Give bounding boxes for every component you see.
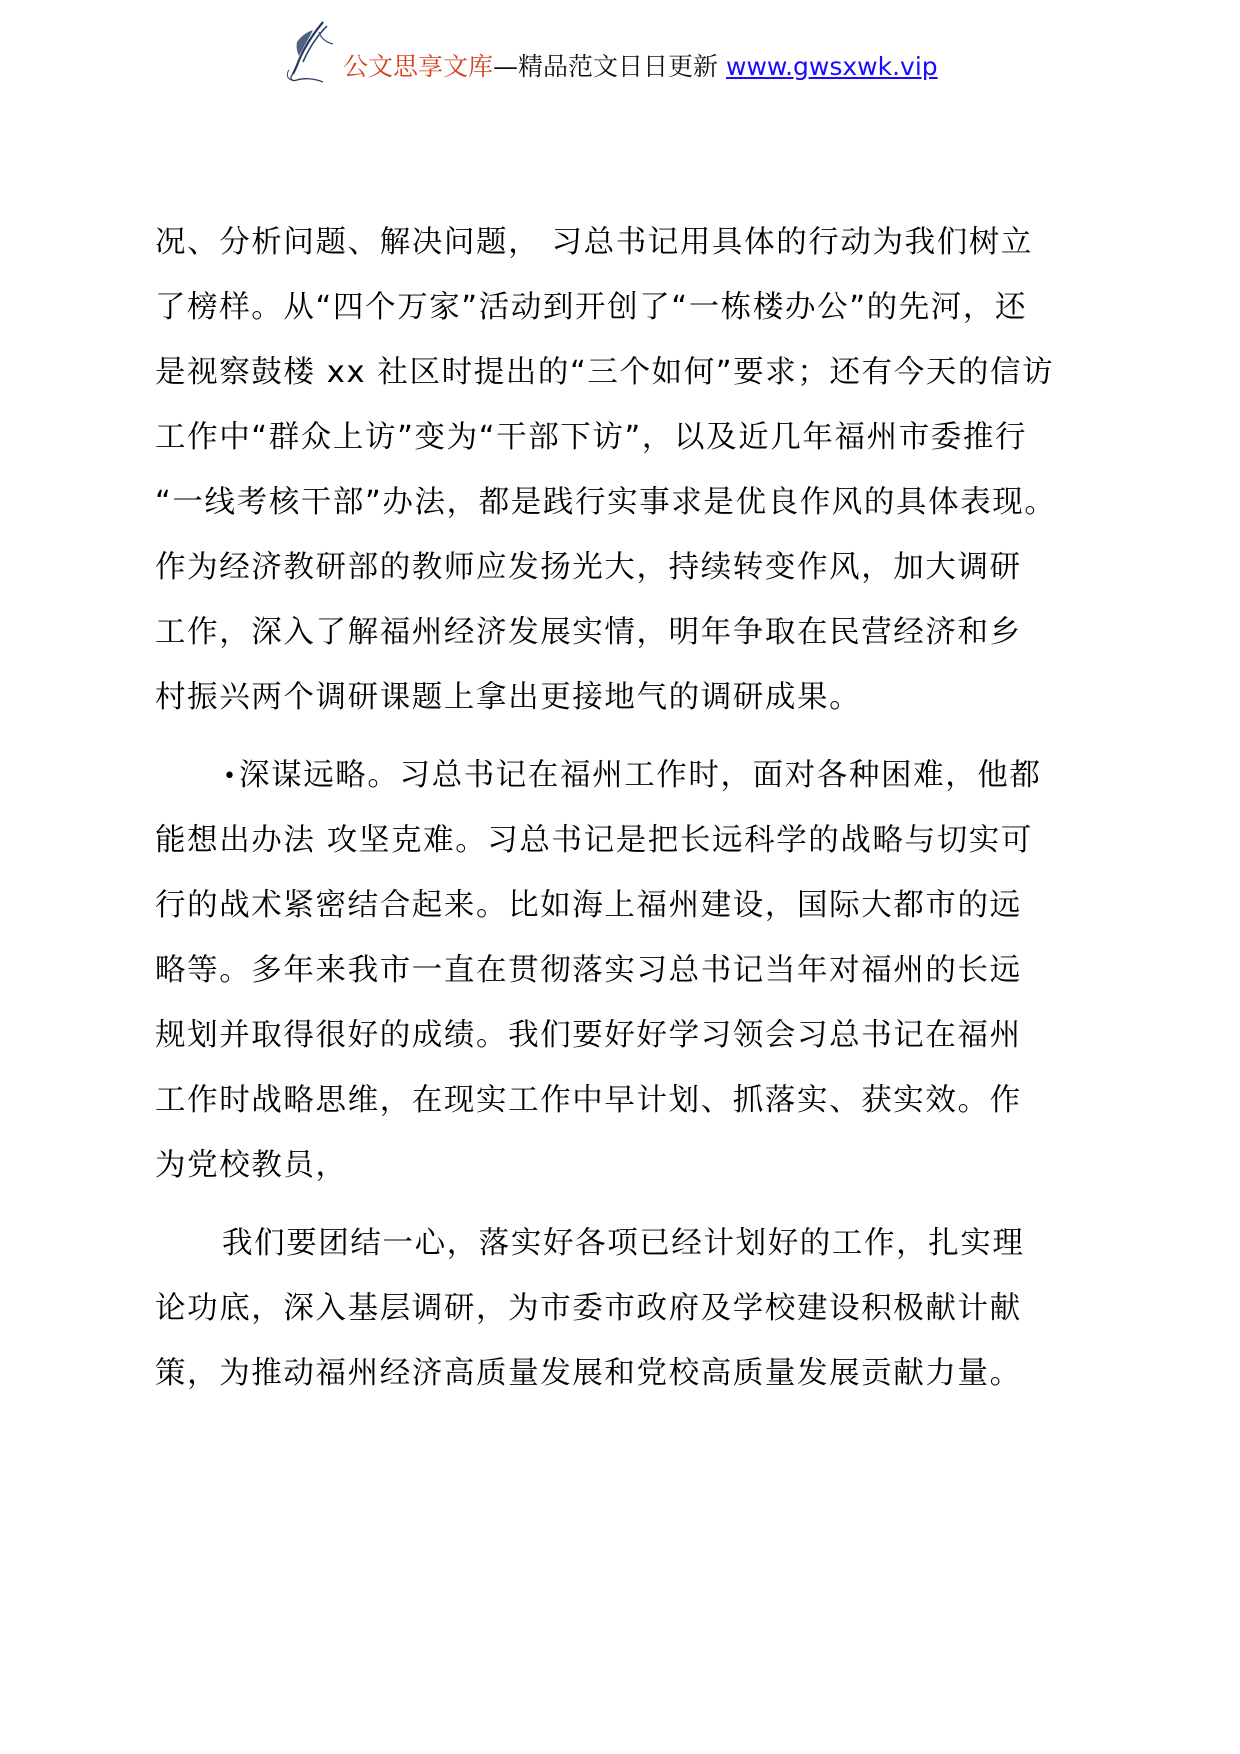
text-line: 作为经济教研部的教师应发扬光大，持续转变作风，加大调研 [155,550,1022,585]
header-text [343,52,938,82]
text-line: 规划并取得很好的成绩。我们要好好学习领会习总书记在福州 [155,1018,1022,1053]
text-line: 为党校教员， [155,1148,348,1183]
text-line: “一线考核干部”办法，都是践行实事求是优良作风的具体表现。 [155,485,1057,520]
site-link[interactable]: www.gwsxwk.vip [726,52,938,81]
text-line: 能想出办法 攻坚克难。习总书记是把长远科学的战略与切实可 [155,823,1033,858]
paragraph-spacer [155,740,1095,753]
paragraph-3 [155,1221,1095,1416]
paragraph-spacer [155,1208,1095,1221]
text-line: 我们要团结一心，落实好各项已经计划好的工作，扎实理 [222,1226,1025,1261]
text-line: 工作时战略思维，在现实工作中早计划、抓落实、获实效。作 [155,1083,1022,1118]
text-line: 了榜样。从“四个万家”活动到开创了“一栋楼办公”的先河，还 [155,290,1028,325]
text-line: 论功底，深入基层调研，为市委市政府及学校建设积极献计献 [155,1291,1022,1326]
page-header [283,14,938,84]
text-line: 略等。多年来我市一直在贯彻落实习总书记当年对福州的长远 [155,953,1022,988]
bullet-line [155,753,1095,818]
text-line: 深谋远略。习总书记在福州工作时，面对各种困难，他都 [239,758,1042,793]
text-line: 况、分析问题、解决问题， 习总书记用具体的行动为我们树立 [155,225,1033,260]
text-line: 策，为推动福州经济高质量发展和党校高质量发展贡献力量。 [155,1356,1022,1391]
text-line: 行的战术紧密结合起来。比如海上福州建设，国际大都市的远 [155,888,1022,923]
paragraph-2-bullet [155,753,1095,1208]
slogan: —精品范文日日更新 [493,52,719,81]
text-line: 工作，深入了解福州经济发展实情，明年争取在民营经济和乡 [155,615,1022,650]
quill-pen-icon [283,20,343,84]
document-body [155,220,1095,1416]
text-line: 村振兴两个调研课题上拿出更接地气的调研成果。 [155,680,862,715]
brand-name: 公文思享文库 [343,52,494,81]
text-line: 工作中“群众上访”变为“干部下访”，以及近几年福州市委推行 [155,420,1028,455]
text-line: 是视察鼓楼 xx 社区时提出的“三个如何”要求；还有今天的信访 [155,355,1055,390]
paragraph-1 [155,220,1095,740]
bullet-icon: • [223,764,236,789]
